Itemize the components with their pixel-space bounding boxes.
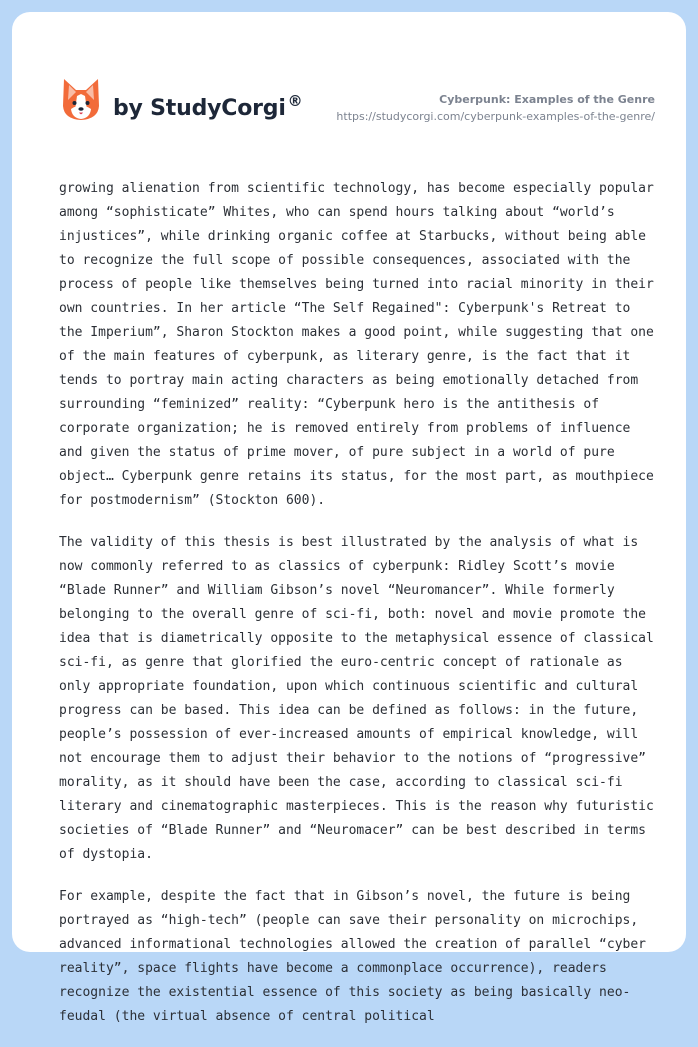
registered-mark: ® — [287, 92, 303, 110]
paragraph: The validity of this thesis is best illustrated by the analysis of what is now commonly referred to as classics of cyberpunk: Ridley Scott’s movie “Blade Runner” and William Gibson’s novel “Neuromancer”. While formerly belonging to the overall genre of sci-fi, both: novel and movie promote the idea that is diametrically opposite to the metaphysical essence of classical sci-fi, as genre that glorified the euro-centric concept of rationale as only appropriate foundation, upon which continuous scientific and cultural progress can be based. This idea can be defined as follows: in the future, people’s possession of ever-increased amounts of empirical knowledge, will not encourage them to adjust their behavior to the notions of “progressive” morality, as it should have been the case, according to classical sci-fi literary and cinematographic masterpieces. This is the reason why futuristic societies of “Blade Runner” and “Neuromacer” can be best described in terms of dystopia. — [59, 535, 654, 862]
corgi-logo-icon — [60, 76, 102, 122]
document-title: Cyberpunk: Examples of the Genre — [439, 93, 655, 106]
document-url[interactable]: https://studycorgi.com/cyberpunk-examples-of-the-genre/ — [336, 110, 655, 123]
brand-text: by StudyCorgi — [113, 96, 286, 121]
document-body — [59, 177, 659, 1047]
paragraph: For example, despite the fact that in Gibson’s novel, the future is being portrayed as “high-tech” (people can save their personality on microchips, advanced informational technologies allowed the creation of parallel “cyber reality”, space flights have become a commonplace occurrence), readers recognize the existential essence of this society as being basically neo-feudal (the virtual absence of central political — [59, 889, 646, 1024]
document-header — [12, 12, 686, 162]
document-page — [12, 12, 686, 1024]
paragraph: growing alienation from scientific technology, has become especially popular among “sophisticate” Whites, who can spend hours talking about “world’s injustices”, while drinking organic coffee at Starbucks, without being able to recognize the full scope of possible consequences, associated with the process of people like themselves being turned into racial minority in their own countries. In her article “The Self Regained": Cyberpunk's Retreat to the Imperium”, Sharon Stockton makes a good point, while suggesting that one of the main features of cyberpunk, as literary genre, is the fact that it tends to portray main acting characters as being emotionally detached from surrounding “feminized” reality: “Cyberpunk hero is the antithesis of corporate organization; he is removed entirely from problems of influence and given the status of prime mover, of pure subject in a world of pure object… Cyberpunk genre retains its status, for the most part, as mouthpiece for postmodernism” (Stockton 600). — [59, 181, 654, 508]
brand-name[interactable] — [113, 92, 303, 121]
